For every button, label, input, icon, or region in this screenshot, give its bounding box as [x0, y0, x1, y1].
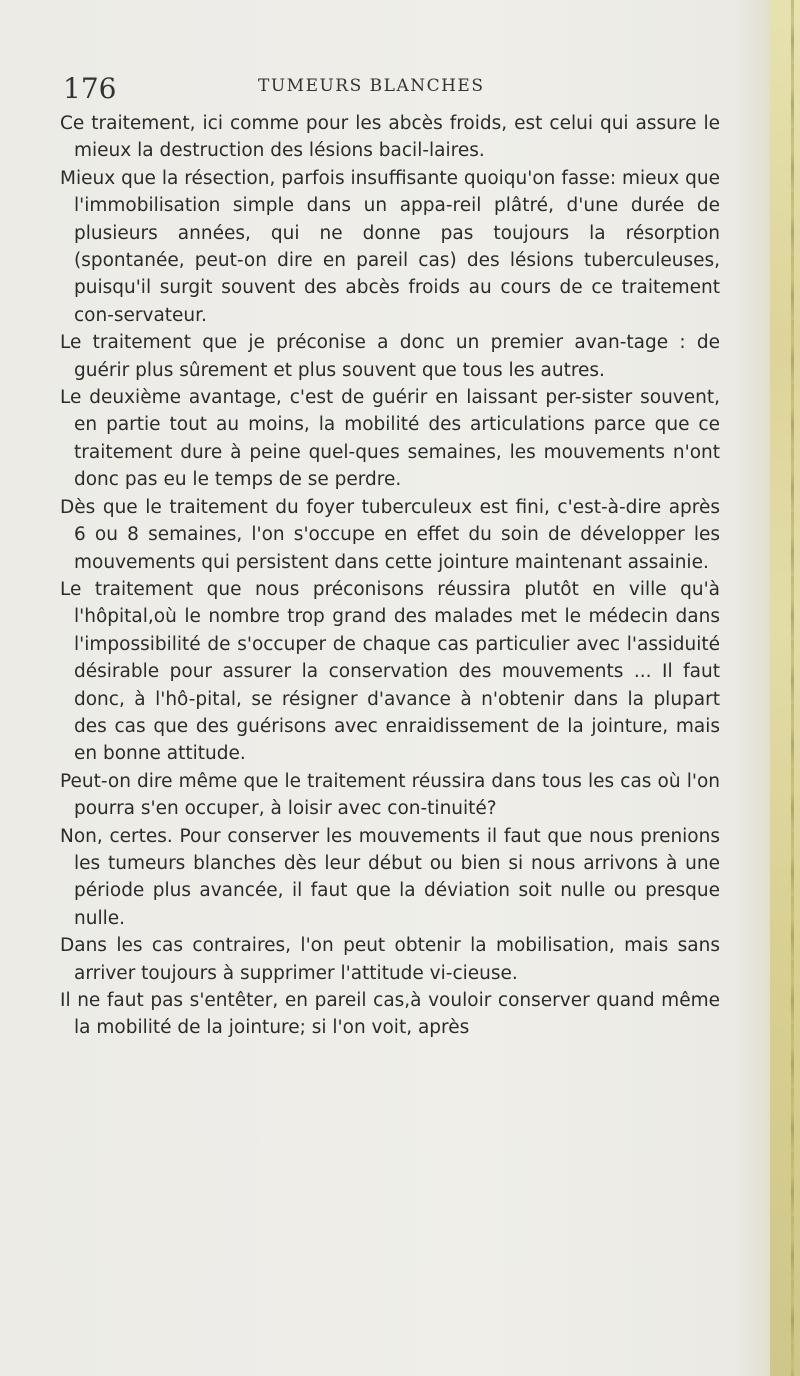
paragraph: Peut-on dire même que le traitement réussira dans tous les cas où l'on pourra s'en occuper, à loisir avec con-tinuité? [60, 770, 720, 820]
page-number: 176 [63, 72, 117, 105]
body-text [60, 110, 720, 1042]
paragraph: Non, certes. Pour conserver les mouvements il faut que nous prenions les tumeurs blanches dès leur début ou bien si nous arrivons à une période plus avancée, il faut que la déviation soit nulle ou presque nulle. [60, 825, 720, 929]
running-head: TUMEURS BLANCHES [258, 76, 485, 96]
page-edge [770, 0, 800, 1376]
paragraph: Le traitement que je préconise a donc un premier avan-tage : de guérir plus sûrement et plus souvent que tous les autres. [60, 332, 720, 381]
paragraph: Dès que le traitement du foyer tuberculeux est fini, c'est-à-dire après 6 ou 8 semaines, l'on s'occupe en effet du soin de développer les mouvements qui persistent dans cette jointure maintenant assainie. [60, 496, 720, 573]
paragraph: Ce traitement, ici comme pour les abcès froids, est celui qui assure le mieux la destruction des lésions bacil-laires. [60, 113, 720, 162]
paragraph: Le deuxième avantage, c'est de guérir en laissant per-sister souvent, en partie tout au moins, la mobilité des articulations parce que ce traitement dure à peine quel-ques semaines, les mouvements n'ont donc pas eu le temps de se perdre. [60, 387, 720, 491]
paragraph: Mieux que la résection, parfois insuffisante quoiqu'on fasse: mieux que l'immobilisation simple dans un appa-reil plâtré, d'une durée de plusieurs années, qui ne donne pas toujours la résorption (spontanée, peut-on dire en pareil cas) des lésions tuberculeuses, puisqu'il surgit souvent des abcès froids au cours de ce traitement con-servateur. [60, 167, 720, 326]
paragraph: Le traitement que nous préconisons réussira plutôt en ville qu'à l'hôpital,où le nombre trop grand des malades met le médecin dans l'impossibilité de s'occuper de chaque cas particulier avec l'assiduité désirable pour assurer la conservation des mouvements ... Il faut donc, à l'hô-pital, se résigner d'avance à n'obtenir dans la plupart des cas que des guérisons avec enraidissement de la jointure, mais en bonne attitude. [60, 578, 720, 765]
paragraph: Dans les cas contraires, l'on peut obtenir la mobilisation, mais sans arriver toujours à supprimer l'attitude vi-cieuse. [60, 935, 720, 984]
paragraph: Il ne faut pas s'entêter, en pareil cas,à vouloir conserver quand même la mobilité de la jointure; si l'on voit, après [60, 990, 720, 1039]
